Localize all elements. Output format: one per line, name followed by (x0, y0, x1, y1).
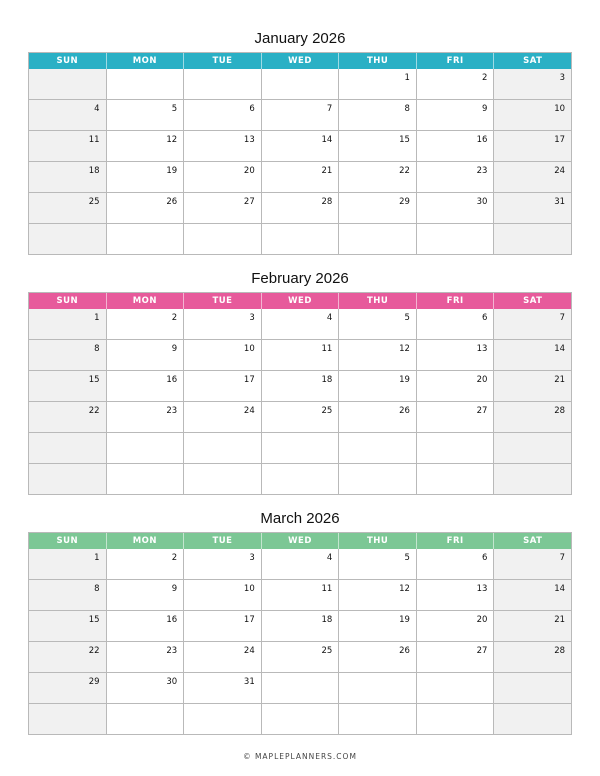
day-number: 24 (243, 646, 255, 656)
day-cell (339, 224, 417, 255)
day-cell (184, 402, 262, 433)
week-row (29, 549, 572, 580)
day-cell (494, 433, 572, 464)
weekday-header: FRI (417, 53, 495, 69)
day-number: 5 (171, 104, 178, 114)
day-cell (107, 402, 185, 433)
day-cell (494, 193, 572, 224)
day-cell (184, 193, 262, 224)
week-row (29, 464, 572, 495)
day-number: 31 (554, 197, 566, 207)
weekday-header: TUE (184, 533, 262, 549)
day-number: 12 (166, 135, 178, 145)
day-number: 4 (326, 553, 333, 563)
day-cell (107, 100, 185, 131)
day-cell (417, 224, 495, 255)
day-number: 14 (554, 584, 566, 594)
week-row (29, 224, 572, 255)
day-cell (339, 433, 417, 464)
day-cell (494, 673, 572, 704)
week-row (29, 340, 572, 371)
week-row (29, 162, 572, 193)
day-number: 2 (171, 553, 178, 563)
day-cell (29, 224, 107, 255)
weekday-header-row (29, 53, 572, 69)
day-cell (417, 69, 495, 100)
day-number: 21 (554, 615, 566, 625)
day-cell (107, 580, 185, 611)
day-number: 17 (243, 615, 255, 625)
day-cell (417, 340, 495, 371)
day-number: 16 (166, 375, 178, 385)
day-cell (494, 642, 572, 673)
weekday-header-row (29, 533, 572, 549)
day-number: 29 (88, 677, 100, 687)
day-cell (494, 464, 572, 495)
day-cell (107, 162, 185, 193)
day-number: 9 (171, 344, 178, 354)
day-number: 7 (326, 104, 333, 114)
day-cell (184, 340, 262, 371)
day-cell (184, 611, 262, 642)
footer-copyright: © MAPLEPLANNERS.COM (243, 752, 357, 761)
month-title: March 2026 (260, 510, 340, 527)
day-cell (29, 340, 107, 371)
week-row (29, 611, 572, 642)
week-row (29, 580, 572, 611)
day-cell (107, 224, 185, 255)
day-cell (494, 69, 572, 100)
day-number: 25 (321, 646, 333, 656)
day-number: 3 (559, 73, 566, 83)
weekday-header: FRI (417, 533, 495, 549)
day-number: 12 (399, 344, 410, 354)
day-number: 18 (88, 166, 100, 176)
day-number: 19 (399, 375, 410, 385)
weekday-header: MON (107, 293, 185, 309)
day-cell (339, 673, 417, 704)
day-number: 16 (166, 615, 178, 625)
day-cell (29, 433, 107, 464)
day-number: 30 (166, 677, 178, 687)
day-number: 3 (249, 313, 255, 323)
day-number: 1 (94, 553, 100, 563)
day-cell (262, 224, 340, 255)
day-number: 19 (166, 166, 178, 176)
day-cell (417, 464, 495, 495)
day-cell (29, 704, 107, 735)
weekday-header: WED (262, 533, 340, 549)
day-number: 10 (554, 104, 566, 114)
day-cell (29, 673, 107, 704)
month-title: January 2026 (254, 30, 346, 47)
day-cell (417, 193, 495, 224)
day-number: 24 (243, 406, 255, 416)
day-cell (107, 131, 185, 162)
week-row (29, 309, 572, 340)
weekday-header: FRI (417, 293, 495, 309)
day-number: 13 (243, 135, 255, 145)
day-number: 11 (321, 344, 333, 354)
week-row (29, 673, 572, 704)
day-number: 26 (399, 406, 410, 416)
week-row (29, 402, 572, 433)
day-cell (494, 340, 572, 371)
day-number: 3 (249, 553, 255, 563)
day-cell (494, 100, 572, 131)
day-number: 28 (321, 197, 333, 207)
day-cell (262, 673, 340, 704)
day-cell (29, 402, 107, 433)
weekday-header: SAT (494, 533, 572, 549)
day-number: 13 (476, 344, 488, 354)
day-cell (339, 69, 417, 100)
day-cell (339, 580, 417, 611)
weekday-header: MON (107, 533, 185, 549)
day-number: 15 (88, 615, 100, 625)
day-number: 18 (321, 615, 333, 625)
day-number: 25 (321, 406, 333, 416)
day-cell (339, 162, 417, 193)
weekday-header: TUE (184, 53, 262, 69)
day-number: 20 (476, 375, 488, 385)
day-cell (107, 611, 185, 642)
day-cell (184, 549, 262, 580)
day-cell (107, 309, 185, 340)
day-cell (417, 402, 495, 433)
day-cell (184, 464, 262, 495)
day-cell (262, 549, 340, 580)
day-cell (262, 340, 340, 371)
day-cell (417, 131, 495, 162)
month-title: February 2026 (251, 270, 349, 287)
day-cell (29, 371, 107, 402)
day-number: 8 (404, 104, 410, 114)
day-cell (184, 162, 262, 193)
day-cell (494, 549, 572, 580)
day-cell (494, 402, 572, 433)
day-number: 6 (482, 553, 488, 563)
day-number: 15 (399, 135, 410, 145)
day-cell (494, 131, 572, 162)
week-row (29, 100, 572, 131)
day-cell (262, 464, 340, 495)
day-cell (29, 100, 107, 131)
day-number: 8 (94, 584, 100, 594)
day-cell (417, 162, 495, 193)
day-cell (339, 642, 417, 673)
week-row (29, 704, 572, 735)
day-cell (494, 704, 572, 735)
day-number: 25 (88, 197, 100, 207)
day-cell (184, 642, 262, 673)
day-cell (184, 224, 262, 255)
day-cell (184, 673, 262, 704)
day-cell (339, 611, 417, 642)
day-number: 23 (476, 166, 488, 176)
weekday-header: SUN (29, 533, 107, 549)
day-number: 5 (404, 313, 410, 323)
day-cell (494, 371, 572, 402)
day-cell (107, 433, 185, 464)
day-cell (29, 69, 107, 100)
day-number: 14 (321, 135, 333, 145)
day-number: 6 (482, 313, 488, 323)
day-number: 27 (243, 197, 255, 207)
day-cell (107, 340, 185, 371)
day-cell (29, 464, 107, 495)
day-number: 5 (404, 553, 410, 563)
day-cell (417, 642, 495, 673)
day-cell (107, 371, 185, 402)
day-cell (262, 162, 340, 193)
day-cell (417, 611, 495, 642)
day-number: 29 (399, 197, 410, 207)
day-number: 17 (243, 375, 255, 385)
weekday-header-row (29, 293, 572, 309)
day-number: 8 (94, 344, 100, 354)
day-number: 4 (326, 313, 333, 323)
day-number: 22 (399, 166, 410, 176)
day-cell (262, 402, 340, 433)
weekday-header: WED (262, 293, 340, 309)
week-row (29, 193, 572, 224)
day-cell (417, 704, 495, 735)
day-cell (184, 704, 262, 735)
day-cell (29, 580, 107, 611)
day-number: 10 (243, 344, 255, 354)
day-number: 22 (88, 406, 100, 416)
week-row (29, 69, 572, 100)
weekday-header: WED (262, 53, 340, 69)
day-number: 18 (321, 375, 333, 385)
day-cell (107, 549, 185, 580)
day-cell (184, 69, 262, 100)
day-number: 26 (399, 646, 410, 656)
day-cell (339, 549, 417, 580)
day-cell (29, 131, 107, 162)
day-cell (262, 580, 340, 611)
day-number: 7 (559, 553, 566, 563)
day-cell (107, 193, 185, 224)
day-cell (107, 69, 185, 100)
day-number: 9 (482, 104, 488, 114)
day-number: 12 (399, 584, 410, 594)
day-cell (417, 309, 495, 340)
week-row (29, 131, 572, 162)
day-number: 23 (166, 646, 178, 656)
day-cell (107, 704, 185, 735)
day-number: 15 (88, 375, 100, 385)
weekday-header: THU (339, 533, 417, 549)
day-cell (494, 580, 572, 611)
day-cell (29, 549, 107, 580)
day-number: 26 (166, 197, 178, 207)
day-number: 31 (243, 677, 255, 687)
day-cell (262, 611, 340, 642)
day-cell (339, 371, 417, 402)
day-number: 7 (559, 313, 566, 323)
day-cell (107, 642, 185, 673)
day-cell (262, 193, 340, 224)
day-number: 22 (88, 646, 100, 656)
day-cell (262, 131, 340, 162)
day-cell (262, 100, 340, 131)
month-january (28, 26, 572, 255)
day-number: 2 (171, 313, 178, 323)
day-cell (339, 402, 417, 433)
day-cell (262, 642, 340, 673)
day-cell (29, 309, 107, 340)
day-cell (339, 340, 417, 371)
day-cell (494, 224, 572, 255)
day-cell (417, 580, 495, 611)
week-row (29, 371, 572, 402)
day-cell (339, 464, 417, 495)
day-cell (262, 309, 340, 340)
month-march (28, 506, 572, 735)
day-number: 4 (94, 104, 100, 114)
day-number: 2 (482, 73, 488, 83)
weekday-header: SUN (29, 293, 107, 309)
weekday-header: MON (107, 53, 185, 69)
day-number: 27 (476, 646, 488, 656)
week-row (29, 642, 572, 673)
day-cell (184, 309, 262, 340)
day-number: 17 (554, 135, 566, 145)
day-cell (262, 69, 340, 100)
weekday-header: SAT (494, 53, 572, 69)
day-cell (417, 371, 495, 402)
day-number: 28 (554, 646, 566, 656)
day-cell (417, 673, 495, 704)
day-cell (184, 433, 262, 464)
day-cell (417, 100, 495, 131)
day-number: 9 (171, 584, 178, 594)
day-cell (29, 642, 107, 673)
day-number: 19 (399, 615, 410, 625)
day-cell (262, 704, 340, 735)
day-cell (494, 611, 572, 642)
day-number: 10 (243, 584, 255, 594)
day-cell (262, 433, 340, 464)
day-cell (107, 464, 185, 495)
day-number: 28 (554, 406, 566, 416)
day-number: 23 (166, 406, 178, 416)
day-cell (29, 193, 107, 224)
day-cell (339, 100, 417, 131)
day-cell (29, 162, 107, 193)
day-cell (339, 131, 417, 162)
day-cell (417, 549, 495, 580)
calendar-grid (28, 532, 572, 735)
day-number: 1 (94, 313, 100, 323)
day-number: 30 (476, 197, 488, 207)
day-cell (339, 704, 417, 735)
day-cell (262, 371, 340, 402)
day-number: 21 (554, 375, 566, 385)
day-cell (339, 193, 417, 224)
day-cell (339, 309, 417, 340)
day-cell (29, 611, 107, 642)
weekday-header: SUN (29, 53, 107, 69)
day-number: 27 (476, 406, 488, 416)
day-cell (107, 673, 185, 704)
calendar-grid (28, 52, 572, 255)
weekday-header: THU (339, 293, 417, 309)
day-number: 11 (88, 135, 100, 145)
month-february (28, 266, 572, 495)
day-number: 14 (554, 344, 566, 354)
day-cell (184, 100, 262, 131)
weekday-header: THU (339, 53, 417, 69)
day-cell (494, 162, 572, 193)
day-cell (417, 433, 495, 464)
week-row (29, 433, 572, 464)
day-number: 13 (476, 584, 488, 594)
day-cell (184, 131, 262, 162)
weekday-header: TUE (184, 293, 262, 309)
day-cell (184, 580, 262, 611)
day-number: 20 (476, 615, 488, 625)
day-number: 6 (249, 104, 255, 114)
calendar-grid (28, 292, 572, 495)
weekday-header: SAT (494, 293, 572, 309)
day-number: 11 (321, 584, 333, 594)
day-cell (494, 309, 572, 340)
day-number: 21 (321, 166, 333, 176)
day-number: 20 (243, 166, 255, 176)
day-number: 24 (554, 166, 566, 176)
day-number: 1 (404, 73, 410, 83)
day-number: 16 (476, 135, 488, 145)
day-cell (184, 371, 262, 402)
